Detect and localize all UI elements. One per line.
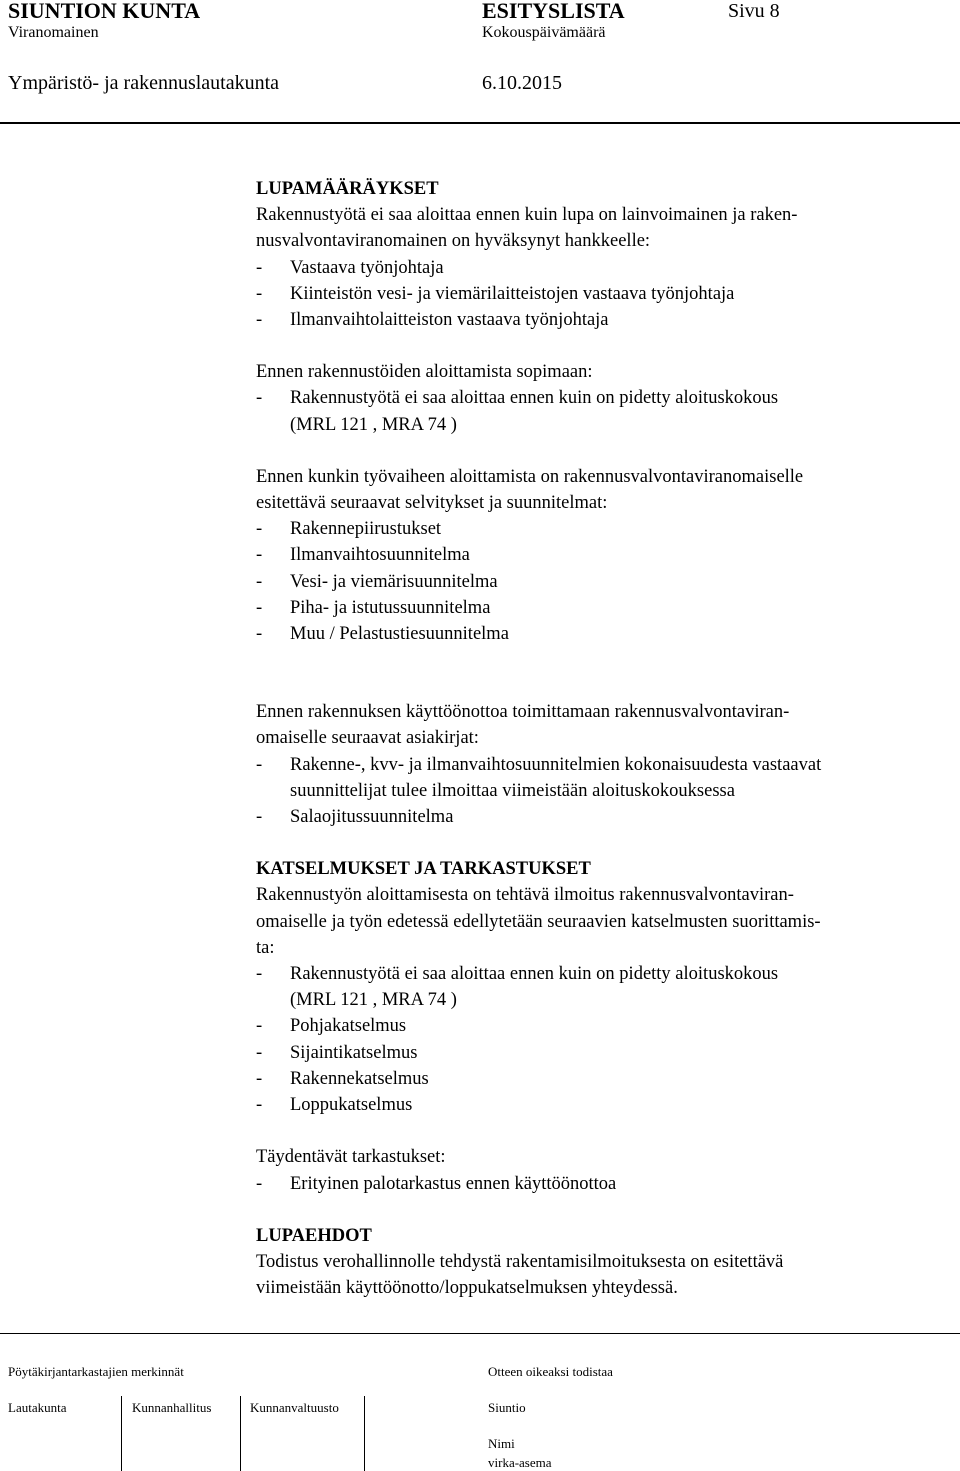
authority-label: Viranomainen — [8, 24, 99, 41]
document-type: ESITYSLISTA — [482, 0, 625, 23]
place-label: Siuntio — [488, 1400, 526, 1415]
document-body — [256, 176, 946, 1301]
list-item: - Erityinen palotarkastus ennen käyttöönottoa — [256, 1173, 617, 1194]
section-title-lupamaaraykset: LUPAMÄÄRÄYKSET — [256, 179, 439, 199]
list-item-continuation: (MRL 121 , MRA 74 ) — [290, 414, 457, 435]
paragraph-line: viimeistään käyttöönotto/loppukatselmuksen yhteydessä. — [256, 1278, 678, 1299]
paragraph-line: nusvalvontaviranomainen on hyväksynyt hankkeelle: — [256, 231, 651, 252]
list-item: - Ilmanvaihtosuunnitelma — [256, 545, 470, 566]
footer-column-divider — [364, 1396, 365, 1471]
list-item: - Vastaava työnjohtaja — [256, 257, 444, 278]
name-label: Nimi — [488, 1436, 515, 1451]
meeting-date: 6.10.2015 — [482, 72, 562, 94]
list-item: - Piha- ja istutussuunnitelma — [256, 597, 491, 618]
list-item: - Vesi- ja viemärisuunnitelma — [256, 571, 498, 592]
municipality-name: SIUNTION KUNTA — [8, 0, 201, 23]
paragraph-line: Rakennustyötä ei saa aloittaa ennen kuin lupa on lainvoimainen ja raken- — [256, 205, 798, 226]
footer-column-divider — [240, 1396, 241, 1471]
checkers-label: Pöytäkirjantarkastajien merkinnät — [8, 1364, 184, 1379]
page-number: Sivu 8 — [728, 0, 780, 22]
meeting-date-label: Kokouspäivämäärä — [482, 24, 606, 41]
list-item: - Ilmanvaihtolaitteiston vastaava työnjohtaja — [256, 310, 609, 331]
signature-column-lautakunta: Lautakunta — [8, 1400, 67, 1415]
list-item: - Rakennepiirustukset — [256, 519, 442, 540]
section-title-lupaehdot: LUPAEHDOT — [256, 1225, 372, 1246]
list-item: - Rakenne-, kvv- ja ilmanvaihtosuunnitelmien kokonaisuudesta vastaavat — [256, 754, 822, 775]
list-item-continuation: (MRL 121 , MRA 74 ) — [290, 990, 457, 1011]
authority-name: Ympäristö- ja rakennuslautakunta — [8, 72, 280, 94]
list-item: - Rakennustyötä ei saa aloittaa ennen kuin on pidetty aloituskokous — [256, 964, 779, 985]
list-item: - Pohjakatselmus — [256, 1016, 407, 1037]
paragraph-line: omaiselle ja työn edetessä edellytetään seuraavien katselmusten suorittamis- — [256, 911, 821, 932]
paragraph-line: Ennen rakennustöiden aloittamista sopimaan: — [256, 362, 593, 383]
list-item: - Muu / Pelastustiesuunnitelma — [256, 624, 509, 645]
section-title-katselmukset: KATSELMUKSET JA TARKASTUKSET — [256, 859, 591, 880]
paragraph-line: Täydentävät tarkastukset: — [256, 1147, 446, 1168]
certified-label: Otteen oikeaksi todistaa — [488, 1364, 613, 1379]
paragraph-line: Rakennustyön aloittamisesta on tehtävä ilmoitus rakennusvalvontaviran- — [256, 885, 794, 906]
signature-column-kunnanhallitus: Kunnanhallitus — [132, 1400, 212, 1415]
list-item: - Sijaintikatselmus — [256, 1042, 418, 1063]
list-item: - Rakennekatselmus — [256, 1068, 429, 1089]
paragraph-line: ta: — [256, 937, 275, 958]
list-item-continuation: suunnittelijat tulee ilmoittaa viimeistään aloituskokouksessa — [290, 780, 735, 801]
paragraph-line: Todistus verohallinnolle tehdystä rakentamisilmoituksesta on esitettävä — [256, 1251, 784, 1272]
header-divider — [0, 122, 960, 124]
paragraph-line: Ennen kunkin työvaiheen aloittamista on rakennusvalvontaviranomaiselle — [256, 466, 804, 487]
footer-divider — [0, 1333, 960, 1334]
list-item: - Rakennustyötä ei saa aloittaa ennen kuin on pidetty aloituskokous — [256, 388, 779, 409]
paragraph-line: omaiselle seuraavat asiakirjat: — [256, 728, 479, 749]
list-item: - Kiinteistön vesi- ja viemärilaitteistojen vastaava työnjohtaja — [256, 283, 735, 304]
signature-column-kunnanvaltuusto: Kunnanvaltuusto — [250, 1400, 339, 1415]
paragraph-line: esitettävä seuraavat selvitykset ja suunnitelmat: — [256, 493, 608, 514]
footer-column-divider — [121, 1396, 122, 1471]
list-item: - Salaojitussuunnitelma — [256, 807, 454, 828]
list-item: - Loppukatselmus — [256, 1095, 413, 1116]
paragraph-line: Ennen rakennuksen käyttöönottoa toimittamaan rakennusvalvontaviran- — [256, 702, 790, 723]
position-label: virka-asema — [488, 1455, 552, 1470]
